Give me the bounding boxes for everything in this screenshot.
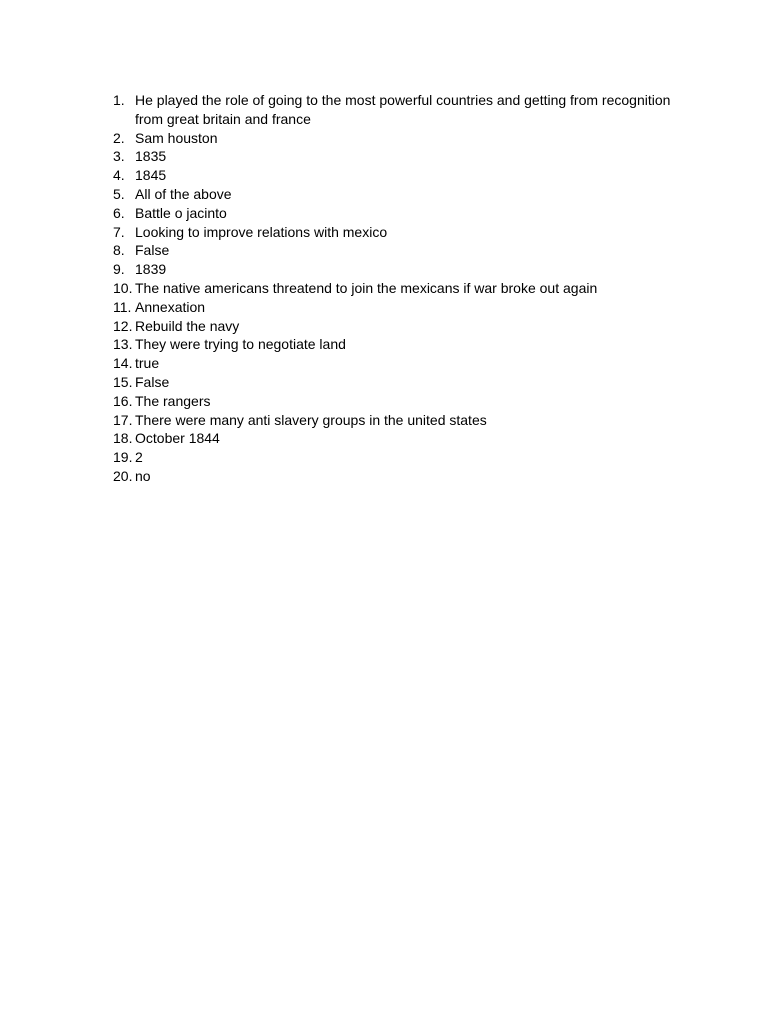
item-text: The native americans threatend to join the mexicans if war broke out again — [135, 279, 598, 296]
item-text: 2 — [135, 449, 143, 466]
list-item — [113, 429, 713, 448]
item-text: Battle o jacinto — [135, 204, 227, 221]
item-number: 18. — [113, 430, 133, 447]
list-item — [113, 166, 713, 185]
item-text: 1839 — [135, 261, 167, 278]
list-item — [113, 147, 713, 166]
list-item — [113, 298, 713, 317]
item-number: 2. — [113, 129, 125, 146]
item-number: 15. — [113, 373, 133, 390]
item-text: Rebuild the navy — [135, 317, 240, 334]
item-number: 5. — [113, 185, 125, 202]
item-number: 20. — [113, 467, 133, 484]
item-text: False — [135, 373, 170, 390]
item-text: 1845 — [135, 167, 167, 184]
item-text: There were many anti slavery groups in the united states — [135, 411, 487, 428]
item-number: 10. — [113, 279, 133, 296]
item-number: 8. — [113, 242, 125, 259]
item-text: Looking to improve relations with mexico — [135, 223, 388, 240]
list-item — [113, 260, 713, 279]
item-text: He played the role of going to the most powerful countries and getting from recognition from great britain and france — [135, 92, 671, 127]
item-number: 9. — [113, 261, 125, 278]
list-item — [113, 241, 713, 260]
item-number: 7. — [113, 223, 125, 240]
item-text: They were trying to negotiate land — [135, 336, 346, 353]
answer-list — [113, 91, 713, 486]
item-number: 6. — [113, 204, 125, 221]
item-text: 1835 — [135, 148, 167, 165]
item-number: 4. — [113, 167, 125, 184]
list-item — [113, 354, 713, 373]
item-number: 1. — [113, 92, 125, 108]
list-item — [113, 185, 713, 204]
item-text: no — [135, 467, 151, 484]
item-number: 19. — [113, 449, 133, 466]
item-text: true — [135, 355, 160, 372]
item-number: 11. — [113, 298, 132, 315]
list-item — [113, 317, 713, 336]
item-text: Sam houston — [135, 129, 218, 146]
list-item — [113, 279, 713, 298]
list-item — [113, 373, 713, 392]
item-number: 16. — [113, 392, 133, 409]
item-text: The rangers — [135, 392, 211, 409]
item-number: 3. — [113, 148, 125, 165]
list-item — [113, 129, 713, 148]
item-number: 13. — [113, 336, 133, 353]
item-text: All of the above — [135, 185, 232, 202]
list-item — [113, 204, 713, 223]
item-number: 12. — [113, 317, 133, 334]
list-item — [113, 448, 713, 467]
item-text: October 1844 — [135, 430, 220, 447]
list-item — [113, 91, 713, 129]
item-text: False — [135, 242, 170, 259]
item-number: 17. — [113, 411, 133, 428]
list-item — [113, 411, 713, 430]
list-item — [113, 335, 713, 354]
item-text: Annexation — [135, 298, 206, 315]
item-number: 14. — [113, 355, 133, 372]
list-item — [113, 223, 713, 242]
list-item — [113, 467, 713, 486]
list-item — [113, 392, 713, 411]
